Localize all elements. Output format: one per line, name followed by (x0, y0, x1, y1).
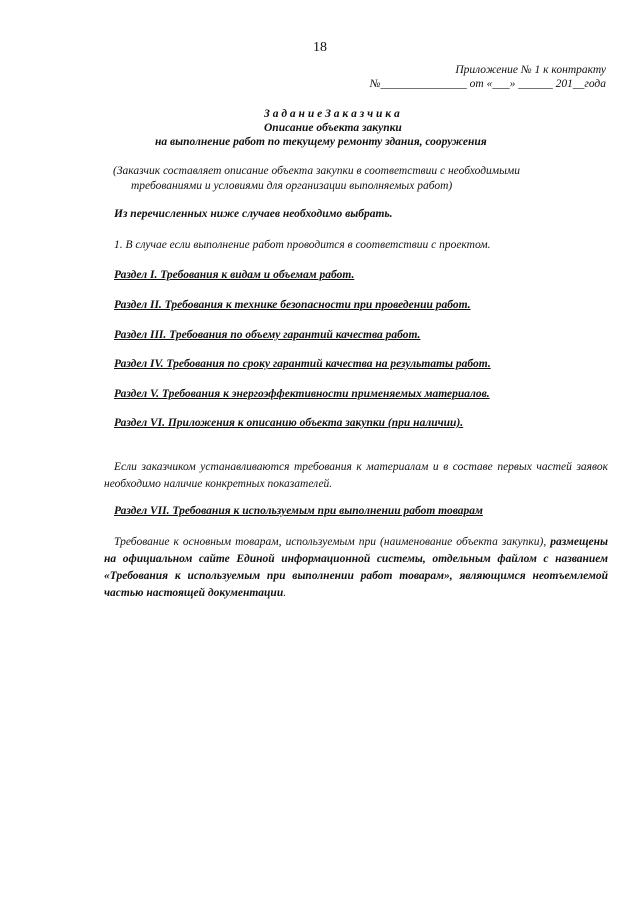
section-6-heading: Раздел VI. Приложения к описанию объекта закупки (при наличии). (114, 417, 464, 429)
section-1-heading: Раздел I. Требования к видам и объемам работ. (114, 269, 355, 281)
appendix-line: Приложение № 1 к контракту (455, 64, 606, 76)
case-1-text: 1. В случае если выполнение работ проводится в соответствии с проектом. (114, 239, 491, 251)
final-paragraph (104, 534, 608, 602)
section-2-heading: Раздел II. Требования к технике безопасности при проведении работ. (114, 299, 471, 311)
document-subtitle-2: на выполнение работ по текущему ремонту здания, сооружения (155, 136, 487, 148)
final-paragraph-bold: размещены на официальном сайте Единой информационной системы, отдельным файлом с названием «Требования к используемым при выполнении работ товарам», являющимся неотъемлемой частью настоящей документации (104, 536, 608, 599)
final-paragraph-end: . (283, 587, 287, 599)
materials-paragraph: Если заказчиком устанавливаются требования к материалам и в составе первых частей заявок необходимо наличие конкретных показателей. (104, 461, 608, 490)
instruction-text: Из перечисленных ниже случаев необходимо выбрать. (114, 208, 393, 220)
section-4-heading: Раздел IV. Требования по сроку гарантий качества на результаты работ. (114, 358, 491, 370)
contract-line: №_______________ от «___» ______ 201__года (369, 78, 606, 90)
section-3-heading: Раздел III. Требования по объему гарантий качества работ. (114, 329, 421, 341)
section-5-heading: Раздел V. Требования к энергоэффективности применяемых материалов. (114, 388, 490, 400)
section-7-heading: Раздел VII. Требования к используемым при выполнении работ товарам (114, 505, 483, 517)
document-title: З а д а н и е З а к а з ч и к а (264, 108, 400, 120)
page-number: 18 (313, 40, 327, 55)
note-line-1: (Заказчик составляет описание объекта закупки в соответствии с необходимыми (113, 165, 520, 177)
note-line-2: требованиями и условиями для организации выполняемых работ) (131, 180, 453, 192)
document-subtitle: Описание объекта закупки (264, 122, 402, 134)
final-paragraph-normal: Требование к основным товарам, используемым при (наименование объекта закупки), (114, 536, 551, 548)
